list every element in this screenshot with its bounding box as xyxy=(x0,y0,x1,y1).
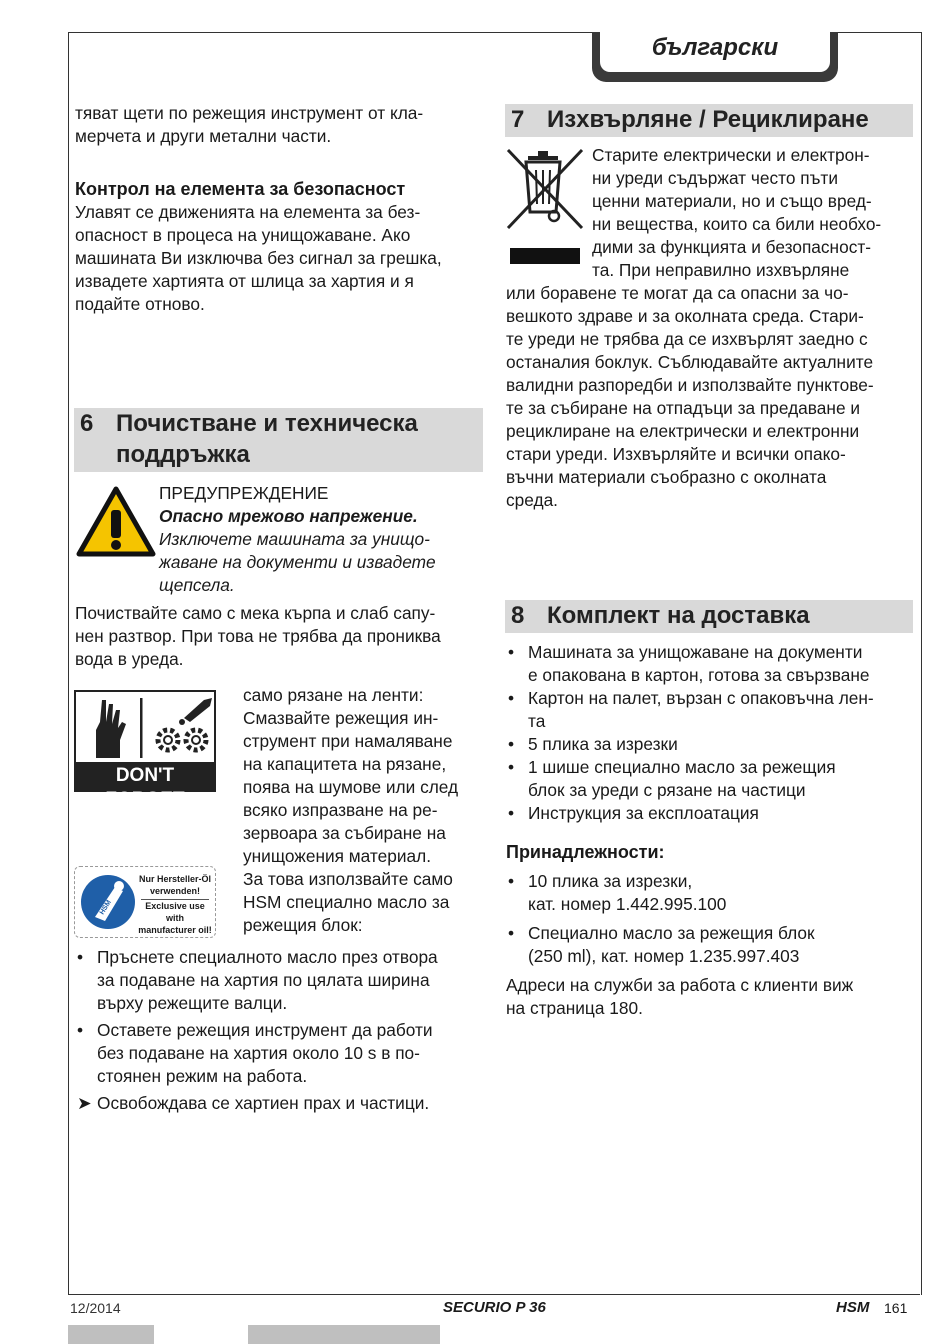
list-item-line: (250 ml), кат. номер 1.235.997.403 xyxy=(528,946,800,966)
safety-line: подайте отново. xyxy=(75,294,205,314)
footer-grey-bar xyxy=(248,1325,440,1344)
list-item xyxy=(75,1019,495,1088)
bullet: • xyxy=(77,1020,84,1040)
oil-badge-line: verwenden! xyxy=(149,886,200,896)
list-item-line: Машината за унищожаване на документи xyxy=(528,642,863,662)
oil-line: зервоара за събиране на xyxy=(243,823,446,843)
page-number: 161 xyxy=(884,1300,908,1316)
oil-badge-brand: HSM xyxy=(98,899,113,917)
list-item-line: 5 плика за изрезки xyxy=(528,734,678,754)
list-item-line: върху режещите валци. xyxy=(97,993,288,1013)
footer-date: 12/2014 xyxy=(70,1300,121,1316)
warning-line: Изключете машината за унищо- xyxy=(159,529,430,549)
disposal-text xyxy=(506,282,916,512)
list-item-line: 10 плика за изрезки, xyxy=(528,871,693,891)
list-item xyxy=(506,922,916,968)
bullet: • xyxy=(508,871,515,891)
weee-bin-icon xyxy=(504,146,586,266)
cleaning-text xyxy=(75,602,495,671)
cleaning-line: Почиствайте само с мека кърпа и слаб сапу- xyxy=(75,603,436,623)
disposal-line: стари уреди. Изхвърляйте и всички опако- xyxy=(506,444,846,464)
list-item-line: кат. номер 1.442.995.100 xyxy=(528,894,727,914)
list-item xyxy=(506,870,916,916)
warning-icon xyxy=(76,486,156,558)
footer-brand-logo: HSM xyxy=(836,1299,870,1316)
intro-line: мерчета и други метални части. xyxy=(75,126,332,146)
oil-line: унищожения материал. xyxy=(243,846,432,866)
safety-line: извадете хартията от шлица за хартия и я xyxy=(75,271,414,291)
disposal-line: те уреди не трябва да се изхвърлят заедно с xyxy=(506,329,868,349)
bullet: • xyxy=(508,642,515,662)
disposal-line: среда. xyxy=(506,490,558,510)
oil-badge-line: Exclusive use with xyxy=(145,901,205,923)
section-title: Изхвърляне / Рециклиране xyxy=(547,106,869,133)
oil-instructions xyxy=(243,684,493,937)
oil-line: HSM специално масло за xyxy=(243,892,450,912)
result-text: Освобождава се хартиен прах и частици. xyxy=(97,1093,430,1113)
footer-grey-bar xyxy=(68,1325,154,1344)
cleaning-line: нен разтвор. При това не трябва да прониква xyxy=(75,626,441,646)
list-item-line: та xyxy=(528,711,546,731)
list-item-line: Инструкция за експлоатация xyxy=(528,803,759,823)
oil-line: поява на шумове или след xyxy=(243,777,459,797)
section-number: 7 xyxy=(511,106,525,133)
footer-model: SECURIO P 36 xyxy=(443,1299,546,1316)
disposal-wrap-text xyxy=(592,144,912,282)
service-line: Адреси на служби за работа с клиенти виж xyxy=(506,975,854,995)
list-item xyxy=(506,756,916,802)
disposal-line: останалия боклук. Съблюдавайте актуалните xyxy=(506,352,874,372)
list-item-line: Специално масло за режещия блок xyxy=(528,923,815,943)
disposal-line: ценни материали, но и също вред- xyxy=(592,191,872,211)
bullet: • xyxy=(77,947,84,967)
oil-line: само рязане на ленти: xyxy=(243,685,424,705)
list-item-line: стоянен режим на работа. xyxy=(97,1066,308,1086)
oil-line: режещия блок: xyxy=(243,915,363,935)
warning-line: щепсела. xyxy=(159,575,235,595)
disposal-line: въчни материали съобразно с околната xyxy=(506,467,827,487)
oil-line: Смазвайте режещия ин- xyxy=(243,708,439,728)
disposal-line: валидни разпоредби и използвайте пунктове- xyxy=(506,375,874,395)
language-label: български xyxy=(651,34,779,61)
safety-line: Улавят се движенията на елемента за без- xyxy=(75,202,421,222)
bullet: • xyxy=(508,923,515,943)
info-oil-icon xyxy=(79,873,137,931)
safety-line: машината Ви изключва без сигнал за грешка, xyxy=(75,248,442,268)
list-item-line: блок за уреди с рязане на частици xyxy=(528,780,806,800)
list-item-line: 1 шише специално масло за режещия xyxy=(528,757,836,777)
list-item xyxy=(506,733,916,756)
oil-line: всяко изпразване на ре- xyxy=(243,800,438,820)
list-item-line: Оставете режещия инструмент да работи xyxy=(97,1020,433,1040)
disposal-line: вешкото здраве и за околната среда. Стари- xyxy=(506,306,864,326)
section-title: Комплект на доставка xyxy=(547,602,810,629)
list-item-line: без подаване на хартия около 10 s в по- xyxy=(97,1043,420,1063)
disposal-line: ни вещества, които са били необхо- xyxy=(592,214,882,234)
section-number: 8 xyxy=(511,602,525,629)
bullet: • xyxy=(508,803,515,823)
list-item xyxy=(506,641,916,687)
safety-block xyxy=(75,178,485,316)
oil-badge-line: manufacturer oil! xyxy=(138,925,212,935)
disposal-line: рециклиране на електрически и електронни xyxy=(506,421,860,441)
accessories-block xyxy=(506,841,916,968)
footer-rule xyxy=(68,1294,920,1295)
oil-line: За това използвайте само xyxy=(243,869,453,889)
safety-heading: Контрол на елемента за безопасност xyxy=(75,179,406,199)
cleaning-line: вода в уреда. xyxy=(75,649,184,669)
disposal-line: или боравене те могат да са опасни за чо- xyxy=(506,283,849,303)
warning-block xyxy=(159,482,489,597)
dont-forget-label: DON'T FORGET xyxy=(105,765,185,810)
oil-steps xyxy=(75,946,495,1115)
section-title: поддръжка xyxy=(116,441,250,468)
list-item-line: Картон на палет, вързан с опаковъчна лен- xyxy=(528,688,874,708)
warning-label: ПРЕДУПРЕЖДЕНИЕ xyxy=(159,483,329,503)
disposal-line: дими за функцията и безопасност- xyxy=(592,237,872,257)
list-item-line: Пръснете специалното масло през отвора xyxy=(97,947,438,967)
bullet: • xyxy=(508,734,515,754)
disposal-line: те за събиране на отпадъци за предаване и xyxy=(506,398,861,418)
disposal-line: Старите електрически и електрон- xyxy=(592,145,870,165)
list-item xyxy=(506,802,916,825)
list-item-line: е опакована в картон, готова за свързване xyxy=(528,665,870,685)
result-arrow-icon: ➤ xyxy=(77,1093,92,1113)
intro-line: тяват щети по режещия инструмент от кла- xyxy=(75,103,424,123)
warning-line: жаване на документи и извадете xyxy=(159,552,436,572)
oil-badge-line: Nur Hersteller-Öl xyxy=(138,874,212,884)
list-item-line: за подаване на хартия по цялата ширина xyxy=(97,970,430,990)
accessories-heading: Принадлежности: xyxy=(506,842,665,862)
warning-title: Опасно мрежово напрежение. xyxy=(159,506,418,526)
intro-text xyxy=(75,102,485,148)
oil-hand-icon xyxy=(76,692,214,762)
section-title: Почистване и техническа xyxy=(116,410,418,437)
oil-badge-text xyxy=(135,873,215,936)
section-number: 6 xyxy=(80,410,94,437)
safety-line: опасност в процеса на унищожаване. Ако xyxy=(75,225,411,245)
section-6-header xyxy=(74,408,483,472)
bullet: • xyxy=(508,688,515,708)
dont-forget-icon xyxy=(74,690,216,810)
oil-line: струмент при намаляване xyxy=(243,731,453,751)
section-7-header xyxy=(505,104,913,137)
result-item xyxy=(75,1092,495,1115)
delivery-list xyxy=(506,641,916,825)
oil-line: на капацитета на рязане, xyxy=(243,754,447,774)
list-item xyxy=(75,946,495,1015)
service-text xyxy=(506,974,916,1020)
disposal-line: та. При неправилно изхвърляне xyxy=(592,260,850,280)
bullet: • xyxy=(508,757,515,777)
service-line: на страница 180. xyxy=(506,998,643,1018)
section-8-header xyxy=(505,600,913,633)
list-item xyxy=(506,687,916,733)
disposal-line: ни уреди съдържат често пъти xyxy=(592,168,839,188)
manufacturer-oil-badge xyxy=(74,866,216,938)
